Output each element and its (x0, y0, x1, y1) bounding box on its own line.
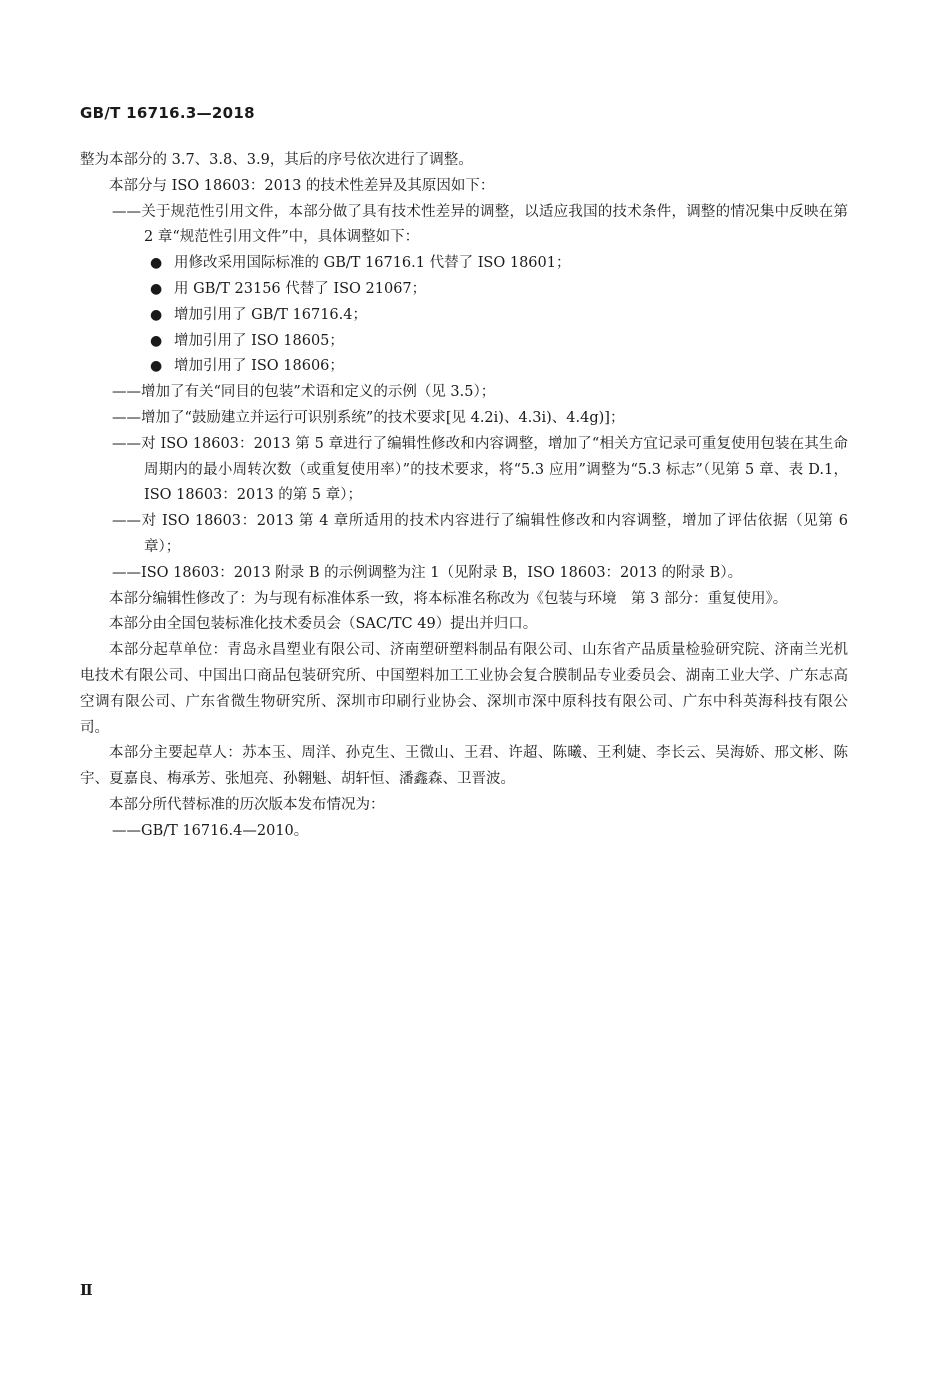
paragraph (80, 741, 848, 793)
bullet-list-item (80, 277, 848, 303)
list-item-text: GB/T 16716.4—2010。 (141, 822, 309, 839)
page-number: Ⅱ (80, 1281, 93, 1299)
document-body (80, 148, 848, 845)
paragraph (80, 638, 848, 741)
paragraph (80, 612, 848, 638)
list-item-text: 关于规范性引用文件，本部分做了具有技术性差异的调整，以适应我国的技术条件，调整的情况集中反映在第 2 章“规范性引用文件”中，具体调整如下： (141, 203, 848, 246)
bullet-marker-icon: ● (150, 255, 163, 272)
paragraph-text: 本部分所代替标准的历次版本发布情况为： (109, 796, 385, 813)
list-item-text: 对 ISO 18603：2013 第 4 章所适用的技术内容进行了编辑性修改和内容调整，增加了评估依据（见第 6 章）； (141, 513, 848, 555)
dash-marker: —— (112, 564, 141, 581)
paragraph (80, 587, 848, 613)
paragraph-text: 本部分起草单位：青岛永昌塑业有限公司、济南塑研塑料制品有限公司、山东省产品质量检验研究院、济南兰光机电技术有限公司、中国出口商品包装研究所、中国塑料加工工业协会复合膜制品专业委员会、湖南工业大学、广东志高空调有限公司、广东省微生物研究所、深圳市印刷行业协会、深圳市深中原科技有限公司、广东中科英海科技有限公司。 (80, 642, 848, 736)
dash-list-item (80, 819, 848, 845)
dash-list-item (80, 200, 848, 252)
bullet-list-item (80, 251, 848, 277)
list-item-text: 增加了“鼓励建立并运行可识别系统”的技术要求[见 4.2i)、4.3i)、4.4g)]； (141, 409, 625, 426)
dash-marker: —— (112, 203, 141, 220)
list-item-text: ISO 18603：2013 附录 B 的示例调整为注 1（见附录 B，ISO 18603：2013 的附录 B）。 (141, 564, 743, 581)
dash-marker: —— (112, 409, 141, 426)
list-item-text: 增加了有关“同目的包装”术语和定义的示例（见 3.5）； (141, 384, 496, 401)
paragraph-text: 本部分由全国包装标准化技术委员会（SAC/TC 49）提出并归口。 (109, 616, 538, 633)
dash-marker: —— (112, 435, 141, 452)
dash-marker: —— (112, 384, 141, 401)
standard-code-header: GB/T 16716.3—2018 (80, 104, 255, 122)
dash-list-item (80, 380, 848, 406)
bullet-list-item (80, 354, 848, 380)
list-item-text: 增加引用了 GB/T 16716.4； (174, 306, 367, 323)
dash-list-item (80, 406, 848, 432)
list-item-text: 增加引用了 ISO 18606； (174, 358, 344, 375)
list-item-text: 增加引用了 ISO 18605； (174, 332, 344, 349)
paragraph-text: 整为本部分的 3.7、3.8、3.9，其后的序号依次进行了调整。 (80, 152, 473, 168)
list-item-text: 用修改采用国际标准的 GB/T 16716.1 代替了 ISO 18601； (174, 255, 571, 272)
dash-marker: —— (112, 822, 141, 839)
bullet-marker-icon: ● (150, 332, 163, 349)
paragraph-text: 本部分主要起草人：苏本玉、周洋、孙克生、王微山、王君、许超、陈曦、王利婕、李长云、吴海娇、邢文彬、陈宇、夏嘉良、梅承芳、张旭亮、孙翱魁、胡轩恒、潘鑫森、卫晋波。 (80, 745, 848, 788)
paragraph-text: 本部分编辑性修改了：为与现有标准体系一致，将本标准名称改为《包装与环境 第 3 部分：重复使用》。 (109, 590, 788, 607)
dash-list-item (80, 509, 848, 561)
bullet-marker-icon: ● (150, 358, 163, 375)
list-item-text: 用 GB/T 23156 代替了 ISO 21067； (174, 280, 427, 297)
paragraph (80, 793, 848, 819)
dash-list-item (80, 561, 848, 587)
bullet-marker-icon: ● (150, 306, 163, 323)
paragraph-text: 本部分与 ISO 18603：2013 的技术性差异及其原因如下： (109, 177, 495, 194)
list-item-text: 对 ISO 18603：2013 第 5 章进行了编辑性修改和内容调整，增加了“相关方宜记录可重复使用包装在其生命周期内的最小周转次数（或重复使用率）”的技术要求，将“5.3 应用”调整为“5.3 标志”（见第 5 章、表 D.1，ISO 18603：2013 的第 5 章）； (141, 435, 848, 504)
paragraph (80, 174, 848, 200)
paragraph-continuation (80, 148, 848, 174)
dash-marker: —— (112, 513, 141, 530)
bullet-marker-icon: ● (150, 280, 163, 297)
bullet-list-item (80, 303, 848, 329)
dash-list-item (80, 432, 848, 509)
bullet-list-item (80, 329, 848, 355)
